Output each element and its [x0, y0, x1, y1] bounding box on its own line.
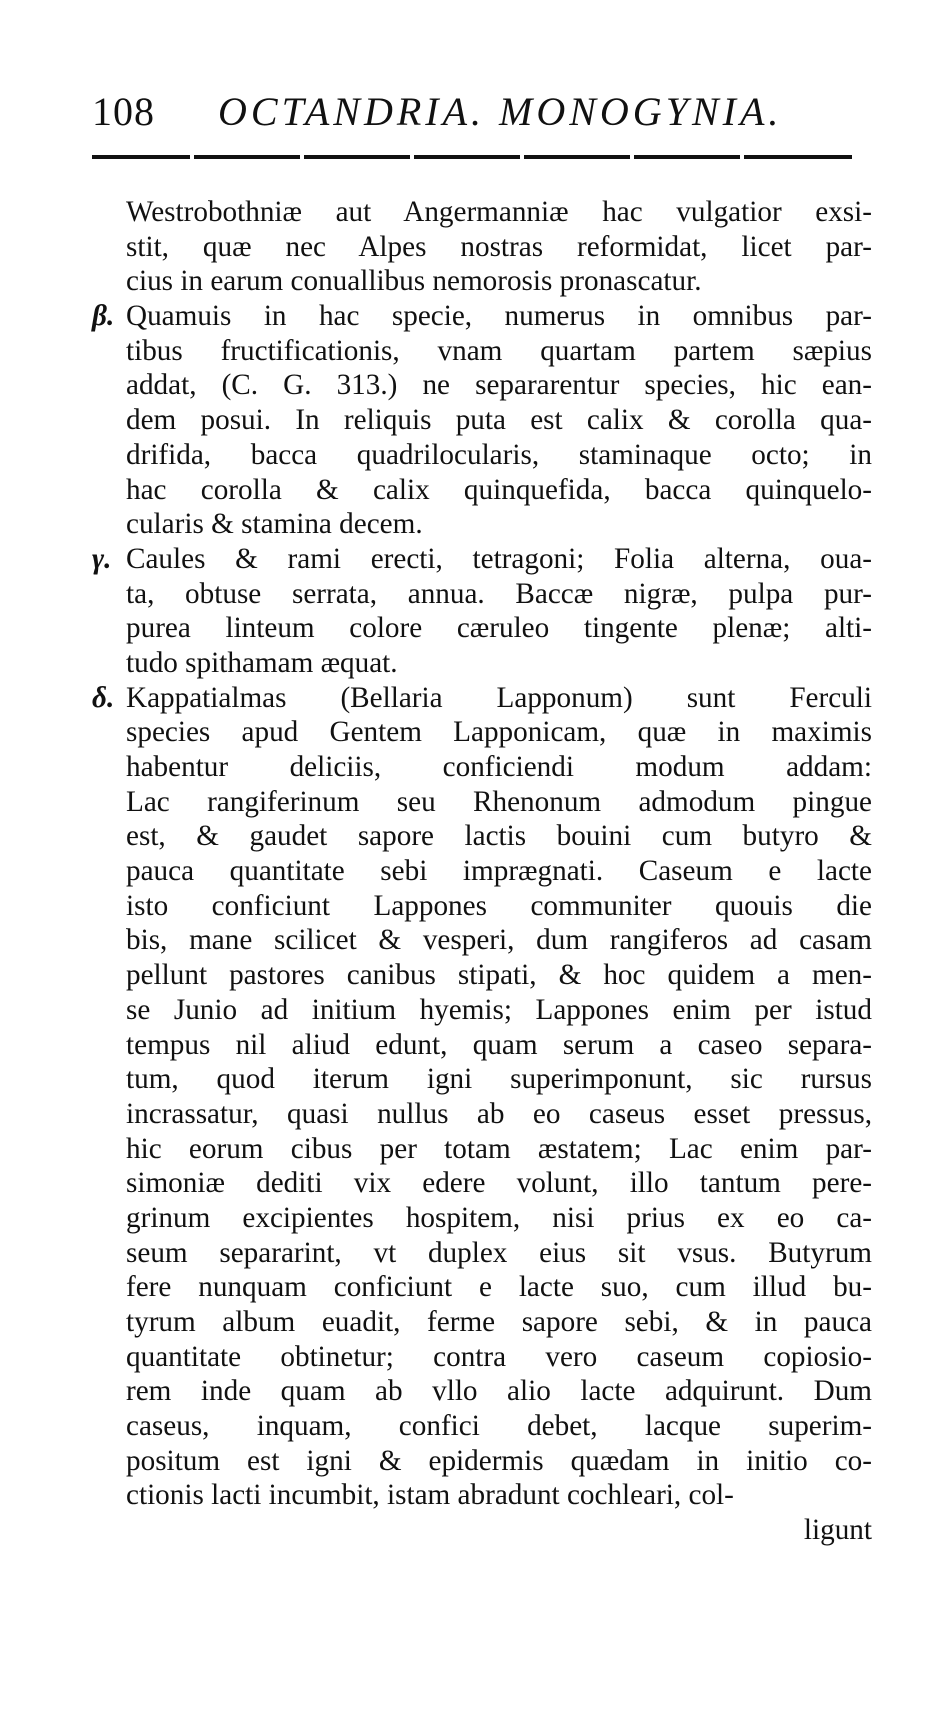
line-text: ctionis lacti incumbit, istam abradunt cochleari, col-: [126, 1479, 734, 1512]
line-text: dem posui. In reliquis puta est calix & corolla qua-: [126, 404, 872, 437]
paragraph-marker: γ.: [92, 542, 112, 575]
rule-gap: [740, 152, 744, 162]
line-text: Caules & rami erecti, tetragoni; Folia alterna, oua-: [126, 542, 872, 575]
text-line: [92, 889, 872, 924]
text-line: [92, 1201, 872, 1236]
text-line: [92, 1374, 872, 1409]
text-line: [92, 1062, 872, 1097]
line-text: ta, obtuse serrata, annua. Baccæ nigræ, pulpa pur-: [126, 577, 872, 610]
line-text: cius in earum conuallibus nemorosis pronascatur.: [126, 265, 702, 298]
text-line: [92, 577, 872, 612]
text-line: [92, 958, 872, 993]
text-line: [92, 1236, 872, 1271]
line-text: simoniæ dediti vix edere volunt, illo tantum pere-: [126, 1167, 872, 1200]
text-line: [92, 542, 872, 577]
line-text: seum separarint, vt duplex eius sit vsus. Butyrum: [126, 1236, 872, 1269]
text-line: [92, 334, 872, 369]
body-text: [92, 195, 872, 1548]
text-line: [92, 368, 872, 403]
text-line: [92, 1409, 872, 1444]
catchword-line: [92, 1513, 872, 1548]
rule-gap: [520, 152, 524, 162]
line-text: Lac rangiferinum seu Rhenonum admodum pingue: [126, 785, 872, 818]
line-text: pauca quantitate sebi imprægnati. Caseum e lacte: [126, 855, 872, 888]
text-line: [92, 715, 872, 750]
text-line: [92, 923, 872, 958]
text-line: [92, 473, 872, 508]
rule-gap: [630, 152, 634, 162]
page-number: 108: [92, 89, 155, 134]
text-line: [92, 1478, 872, 1513]
rule-gap: [410, 152, 414, 162]
text-line: [92, 646, 872, 681]
catchword: ligunt: [803, 1514, 872, 1547]
text-line: [92, 1270, 872, 1305]
line-text: pellunt pastores canibus stipati, & hoc quidem a men-: [126, 959, 872, 992]
line-text: tibus fructificationis, vnam quartam partem sæpius: [126, 334, 872, 367]
line-text: purea linteum colore cæruleo tingente plenæ; alti-: [126, 612, 872, 645]
text-line: [92, 819, 872, 854]
line-text: isto conficiunt Lappones communiter quouis die: [126, 889, 872, 922]
line-text: bis, mane scilicet & vesperi, dum rangiferos ad casam: [126, 924, 872, 957]
text-line: [92, 1340, 872, 1375]
line-text: rem inde quam ab vllo alio lacte adquirunt. Dum: [126, 1375, 872, 1408]
text-line: [92, 264, 872, 299]
line-text: se Junio ad initium hyemis; Lappones enim per istud: [126, 993, 872, 1026]
text-line: [92, 611, 872, 646]
rule-gap: [300, 152, 304, 162]
header-rule: [92, 155, 852, 159]
line-text: tum, quod iterum igni superimponunt, sic rursus: [126, 1063, 872, 1096]
text-line: [92, 993, 872, 1028]
line-text: tyrum album euadit, ferme sapore sebi, & in pauca: [126, 1306, 872, 1338]
text-line: [92, 1444, 872, 1479]
line-text: drifida, bacca quadrilocularis, staminaque octo; in: [126, 438, 872, 471]
text-line: [92, 854, 872, 889]
line-text: species apud Gentem Lapponicam, quæ in maximis: [126, 716, 872, 749]
text-line: [92, 750, 872, 785]
text-line: [92, 507, 872, 542]
line-text: grinum excipientes hospitem, nisi prius ex eo ca-: [126, 1201, 872, 1234]
text-line: [92, 1028, 872, 1063]
text-line: [92, 195, 872, 230]
line-text: tudo spithamam æquat.: [126, 646, 398, 679]
text-line: [92, 438, 872, 473]
text-line: [92, 681, 872, 716]
line-text: habentur deliciis, conficiendi modum addam:: [126, 751, 872, 783]
text-line: [92, 299, 872, 334]
line-text: Kappatialmas (Bellaria Lapponum) sunt Ferculi: [126, 681, 872, 714]
line-text: addat, (C. G. 313.) ne separarentur species, hic ean-: [126, 369, 872, 402]
line-text: caseus, inquam, confici debet, lacque superim-: [126, 1410, 872, 1443]
line-text: fere nunquam conficiunt e lacte suo, cum illud bu-: [126, 1271, 872, 1304]
text-line: [92, 785, 872, 820]
text-line: [92, 1166, 872, 1201]
line-text: Westrobothniæ aut Angermanniæ hac vulgatior exsi-: [126, 196, 872, 228]
paragraph-marker: β.: [92, 300, 115, 333]
line-text: hic eorum cibus per totam æstatem; Lac enim par-: [126, 1132, 872, 1165]
text-line: [92, 1305, 872, 1340]
line-text: est, & gaudet sapore lactis bouini cum butyro &: [126, 820, 872, 853]
paragraph-marker: δ.: [92, 681, 115, 714]
line-text: hac corolla & calix quinquefida, bacca quinquelo-: [126, 473, 872, 506]
line-text: tempus nil aliud edunt, quam serum a caseo separa-: [126, 1028, 872, 1061]
line-text: quantitate obtinetur; contra vero caseum copiosio-: [126, 1340, 872, 1373]
text-line: [92, 1097, 872, 1132]
line-text: cularis & stamina decem.: [126, 508, 423, 541]
line-text: stit, quæ nec Alpes nostras reformidat, licet par-: [126, 230, 872, 263]
running-head: OCTANDRIA. MONOGYNIA.: [218, 89, 783, 134]
line-text: incrassatur, quasi nullus ab eo caseus esset pressus,: [126, 1097, 872, 1130]
line-text: positum est igni & epidermis quædam in initio co-: [126, 1444, 872, 1477]
rule-gap: [190, 152, 194, 162]
page-header: [92, 88, 852, 148]
text-line: [92, 403, 872, 438]
text-line: [92, 1132, 872, 1167]
line-text: Quamuis in hac specie, numerus in omnibus par-: [126, 300, 872, 333]
text-line: [92, 230, 872, 265]
